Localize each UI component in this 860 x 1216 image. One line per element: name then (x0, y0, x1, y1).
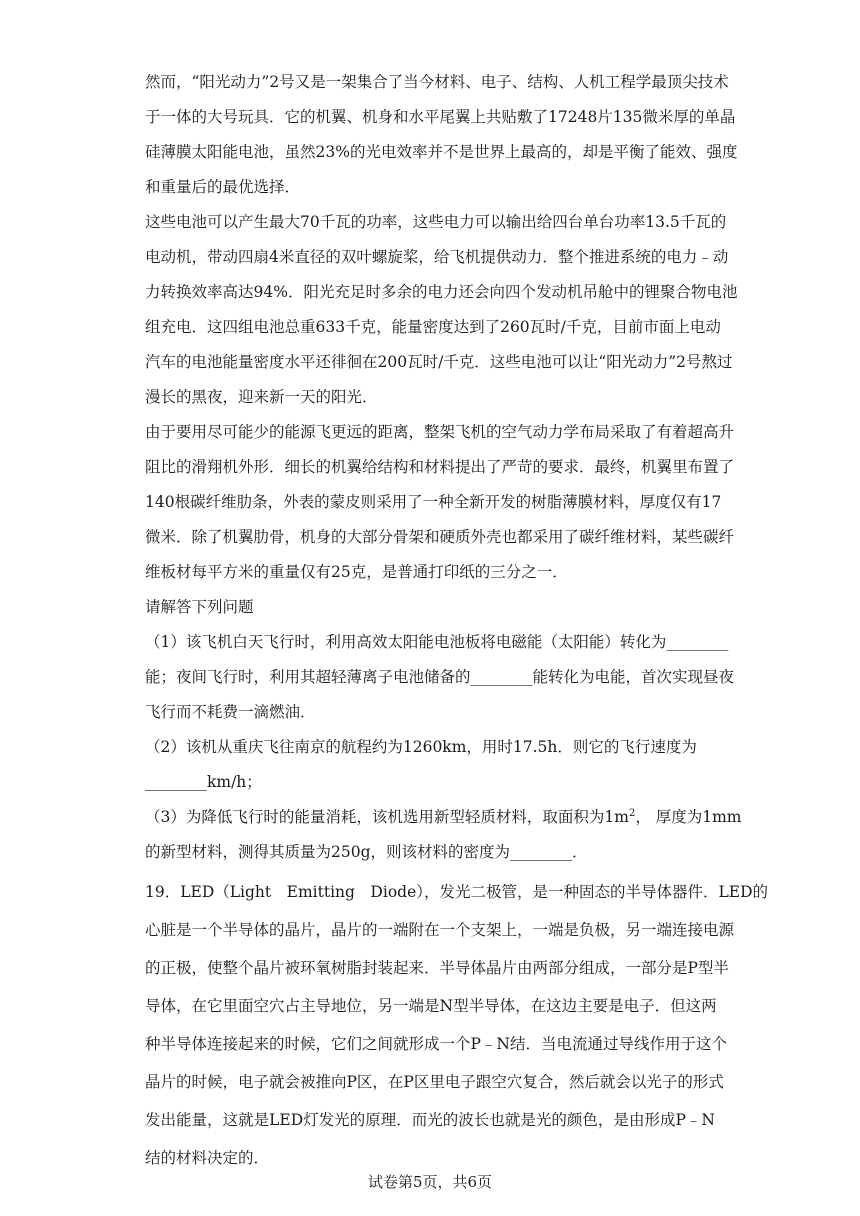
passage-line: 阻比的滑翔机外形．细长的机翼给结构和材料提出了严苛的要求．最终，机翼里布置了 (145, 458, 735, 476)
passage-line: 由于要用尽可能少的能源飞更远的距离，整架飞机的空气动力学布局采取了有着超高升 (145, 423, 735, 441)
question-3-line (145, 807, 742, 827)
passage-line: 汽车的电池能量密度水平还徘徊在200瓦时/千克．这些电池可以让“阳光动力”2号熬过 (145, 353, 733, 371)
question-2-line: ________km/h； (145, 773, 262, 791)
question-3-text-tail: ， 厚度为1mm (635, 808, 742, 826)
area-unit-exponent: 2 (628, 807, 636, 819)
passage-line: 微米．除了机翼肋骨，机身的大部分骨架和硬质外壳也都采用了碳纤维材料，某些碳纤 (145, 528, 735, 546)
questions-prompt: 请解答下列问题 (145, 598, 254, 616)
question-1-line: （1）该飞机白天飞行时，利用高效太阳能电池板将电磁能（太阳能）转化为________ (145, 633, 729, 651)
question-1-line: 飞行而不耗费一滴燃油． (145, 703, 316, 721)
passage-line: 力转换效率高达94%．阳光充足时多余的电力还会向四个发动机吊舱中的锂聚合物电池 (145, 283, 738, 301)
passage-line: 漫长的黑夜，迎来新一天的阳光． (145, 388, 378, 406)
passage-line: 维板材每平方米的重量仅有25克，是普通打印纸的三分之一． (145, 563, 568, 581)
question-19-line: 种半导体连接起来的时候，它们之间就形成一个P﹣N结．当电流通过导线作用于这个 (145, 1035, 727, 1053)
passage-line: 和重量后的最优选择． (145, 178, 301, 196)
question-19-line: 导体，在它里面空穴占主导地位，另一端是N型半导体，在这边主要是电子．但这两 (145, 997, 717, 1015)
passage-line: 电动机，带动四扇4米直径的双叶螺旋桨，给飞机提供动力．整个推进系统的电力﹣动 (145, 248, 729, 266)
question-1-line: 能；夜间飞行时，利用其超轻薄离子电池储备的________能转化为电能，首次实现昼夜 (145, 668, 735, 686)
question-19-line: 心脏是一个半导体的晶片，晶片的一端附在一个支架上，一端是负极，另一端连接电源 (145, 921, 735, 939)
question-19-line: 发出能量，这就是LED灯发光的原理．而光的波长也就是光的颜色，是由形成P﹣N (145, 1111, 715, 1129)
question-19-line: 19．LED（Light Emitting Diode），发光二极管，是一种固态的半导体器件．LED的 (145, 883, 769, 901)
passage-line: 硅薄膜太阳能电池，虽然23%的光电效率并不是世界上最高的，却是平衡了能效、强度 (145, 143, 738, 161)
passage-line: 组充电．这四组电池总重633千克，能量密度达到了260瓦时/千克，目前市面上电动 (145, 318, 721, 336)
question-19-line: 的正极，使整个晶片被环氧树脂封装起来．半导体晶片由两部分组成，一部分是P型半 (145, 959, 729, 977)
passage-line: 这些电池可以产生最大70千瓦的功率，这些电力可以输出给四台单台功率13.5千瓦的 (145, 213, 727, 231)
passage-line: 140根碳纤维肋条，外表的蒙皮则采用了一种全新开发的树脂薄膜材料，厚度仅有17 (145, 493, 722, 511)
question-3-text: （3）为降低飞行时的能量消耗，该机选用新型轻质材料，取面积为1m (145, 808, 629, 826)
passage-line: 于一体的大号玩具．它的机翼、机身和水平尾翼上共贴敷了17248片135微米厚的单晶 (145, 108, 736, 126)
page-footer: 试卷第5页，共6页 (367, 1173, 493, 1191)
question-19-line: 结的材料决定的． (145, 1149, 270, 1167)
question-3-line: 的新型材料，测得其质量为250g，则该材料的密度为________． (145, 843, 588, 861)
question-2-line: （2）该机从重庆飞往南京的航程约为1260km，用时17.5h．则它的飞行速度为 (145, 738, 697, 756)
passage-line: 然而，“阳光动力”2号又是一架集合了当今材料、电子、结构、人机工程学最顶尖技术 (145, 73, 729, 91)
question-19-line: 晶片的时候，电子就会被推向P区，在P区里电子跟空穴复合，然后就会以光子的形式 (145, 1073, 724, 1091)
